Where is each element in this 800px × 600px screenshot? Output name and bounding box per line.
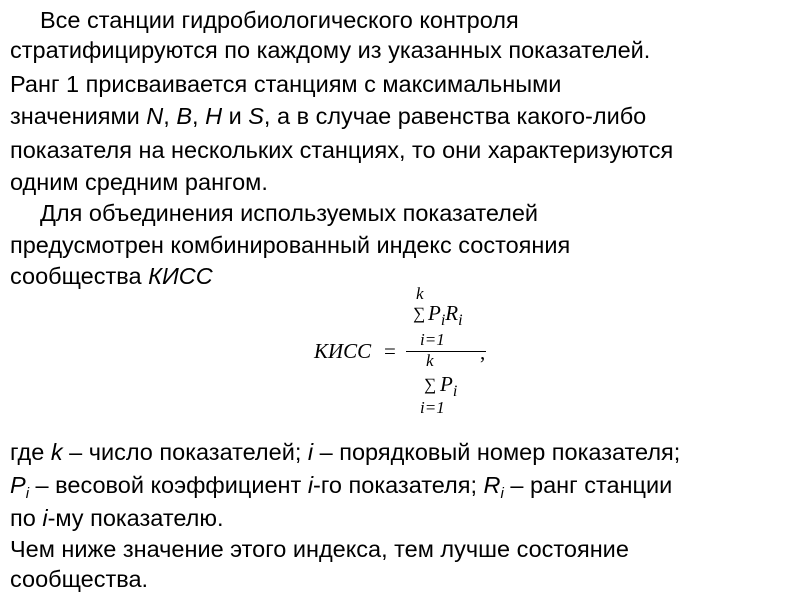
text: , (163, 103, 177, 129)
variable-r: R (483, 472, 501, 498)
variable-i: i (42, 505, 48, 531)
text: – число показателей; (62, 439, 308, 465)
paragraph2-line2: предусмотрен комбинированный индекс состояния (10, 232, 571, 258)
text: значениями (10, 103, 147, 129)
r-symbol: R (445, 301, 459, 325)
formula-num-upper-limit: k (416, 284, 424, 303)
text: по (10, 505, 43, 531)
text: -му показателю. (47, 505, 224, 531)
text: -го показателя; (313, 472, 484, 498)
paragraph1-line4 (10, 102, 646, 131)
variable-n: N (146, 103, 164, 129)
subscript-i: i (25, 485, 30, 502)
paragraph2-line3 (10, 262, 213, 291)
variable-s: S (248, 103, 264, 129)
formula-den-lower-limit: i=1 (420, 398, 445, 417)
formula-den-sum-sign: ∑ (424, 375, 437, 394)
variable-h: H (205, 103, 223, 129)
subscript-i: i (500, 485, 504, 502)
variable-kiss: КИСС (148, 263, 213, 289)
variable-b: B (176, 103, 192, 129)
paragraph1-line2: стратифицируются по каждому из указанных показателей. (10, 37, 651, 63)
text: – порядковый номер показателя; (313, 439, 681, 465)
r-subscript: i (458, 312, 463, 329)
text: и (222, 103, 249, 129)
kiss-formula (310, 284, 510, 420)
text: , а в случае равенства какого-либо (263, 103, 647, 129)
text: сообщества (10, 263, 149, 289)
p-subscript: i (440, 312, 446, 329)
formula-num-product (428, 301, 463, 329)
variable-k: k (50, 439, 63, 465)
variable-p: P (10, 472, 26, 498)
paragraph1-line3: Ранг 1 присваивается станциям с максимальными (10, 71, 562, 97)
paragraph3-line3 (10, 504, 223, 533)
formula-equals: = (384, 339, 396, 363)
paragraph1-line5: показателя на нескольких станциях, то они характеризуются (10, 137, 674, 163)
formula-den-term (440, 372, 458, 400)
p-subscript: i (452, 383, 458, 400)
p-symbol: P (428, 301, 441, 325)
text: где (10, 439, 51, 465)
paragraph1-line1: Все станции гидробиологического контроля (40, 7, 519, 33)
formula-num-sum-sign: ∑ (413, 304, 426, 323)
paragraph3-line1 (10, 438, 680, 467)
p-symbol: P (440, 372, 453, 396)
fraction-bar (406, 351, 486, 352)
formula-num-lower-limit: i=1 (420, 330, 445, 349)
paragraph2-line1: Для объединения используемых показателей (40, 200, 539, 226)
text: , (192, 103, 206, 129)
text: – ранг станции (503, 472, 673, 498)
paragraph1-line6: одним средним рангом. (10, 169, 268, 195)
formula-lhs: КИСС (314, 339, 372, 363)
formula-den-upper-limit: k (426, 351, 434, 370)
variable-i: i (307, 439, 314, 465)
formula-comma: , (480, 340, 486, 364)
text: – весовой коэффициент (29, 472, 308, 498)
paragraph3-line2 (10, 471, 672, 500)
variable-i: i (307, 472, 314, 498)
paragraph4-line2: сообщества. (10, 566, 149, 592)
paragraph4-line1: Чем ниже значение этого индекса, тем лучше состояние (10, 536, 629, 562)
